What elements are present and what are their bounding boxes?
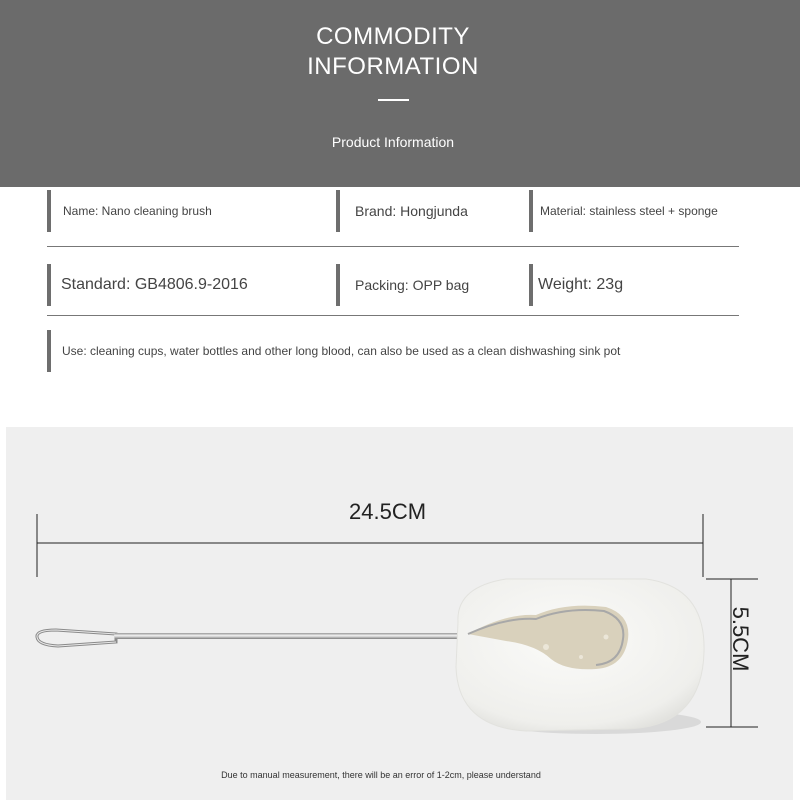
spec-packing — [336, 264, 469, 306]
spec-material — [529, 190, 718, 232]
page-subtitle: Product Information — [331, 134, 455, 150]
spec-weight — [529, 264, 623, 306]
spec-standard — [47, 264, 248, 306]
spec-use-text: Use: cleaning cups, water bottles and other long blood, can also be used as a clean dishwashing sink pot — [62, 344, 621, 358]
steel-handle — [37, 630, 469, 646]
length-label: 24.5CM — [349, 499, 427, 524]
title-line-1: COMMODITY — [316, 23, 470, 50]
info-header — [0, 0, 800, 187]
spec-weight-text: Weight: 23g — [538, 276, 624, 293]
spec-packing-text: Packing: OPP bag — [355, 277, 470, 293]
measurement-note: Due to manual measurement, there will be an error of 1-2cm, please understand — [221, 770, 541, 780]
row-divider-2 — [47, 315, 739, 316]
sponge-head — [456, 579, 704, 731]
spec-material-text: Material: stainless steel + sponge — [540, 204, 718, 218]
spec-brand — [336, 190, 468, 232]
page-title — [0, 22, 786, 82]
spec-name-text: Name: Nano cleaning brush — [63, 204, 212, 218]
spec-brand-text: Brand: Hongjunda — [355, 203, 468, 219]
title-divider — [378, 99, 409, 101]
product-illustration — [6, 427, 793, 800]
spec-name — [47, 190, 212, 232]
spec-use — [47, 330, 620, 372]
width-label: 5.5CM — [728, 606, 753, 672]
product-photo-panel — [6, 427, 793, 800]
title-line-2: INFORMATION — [307, 53, 479, 80]
row-divider-1 — [47, 246, 739, 247]
spec-standard-text: Standard: GB4806.9-2016 — [61, 276, 248, 293]
